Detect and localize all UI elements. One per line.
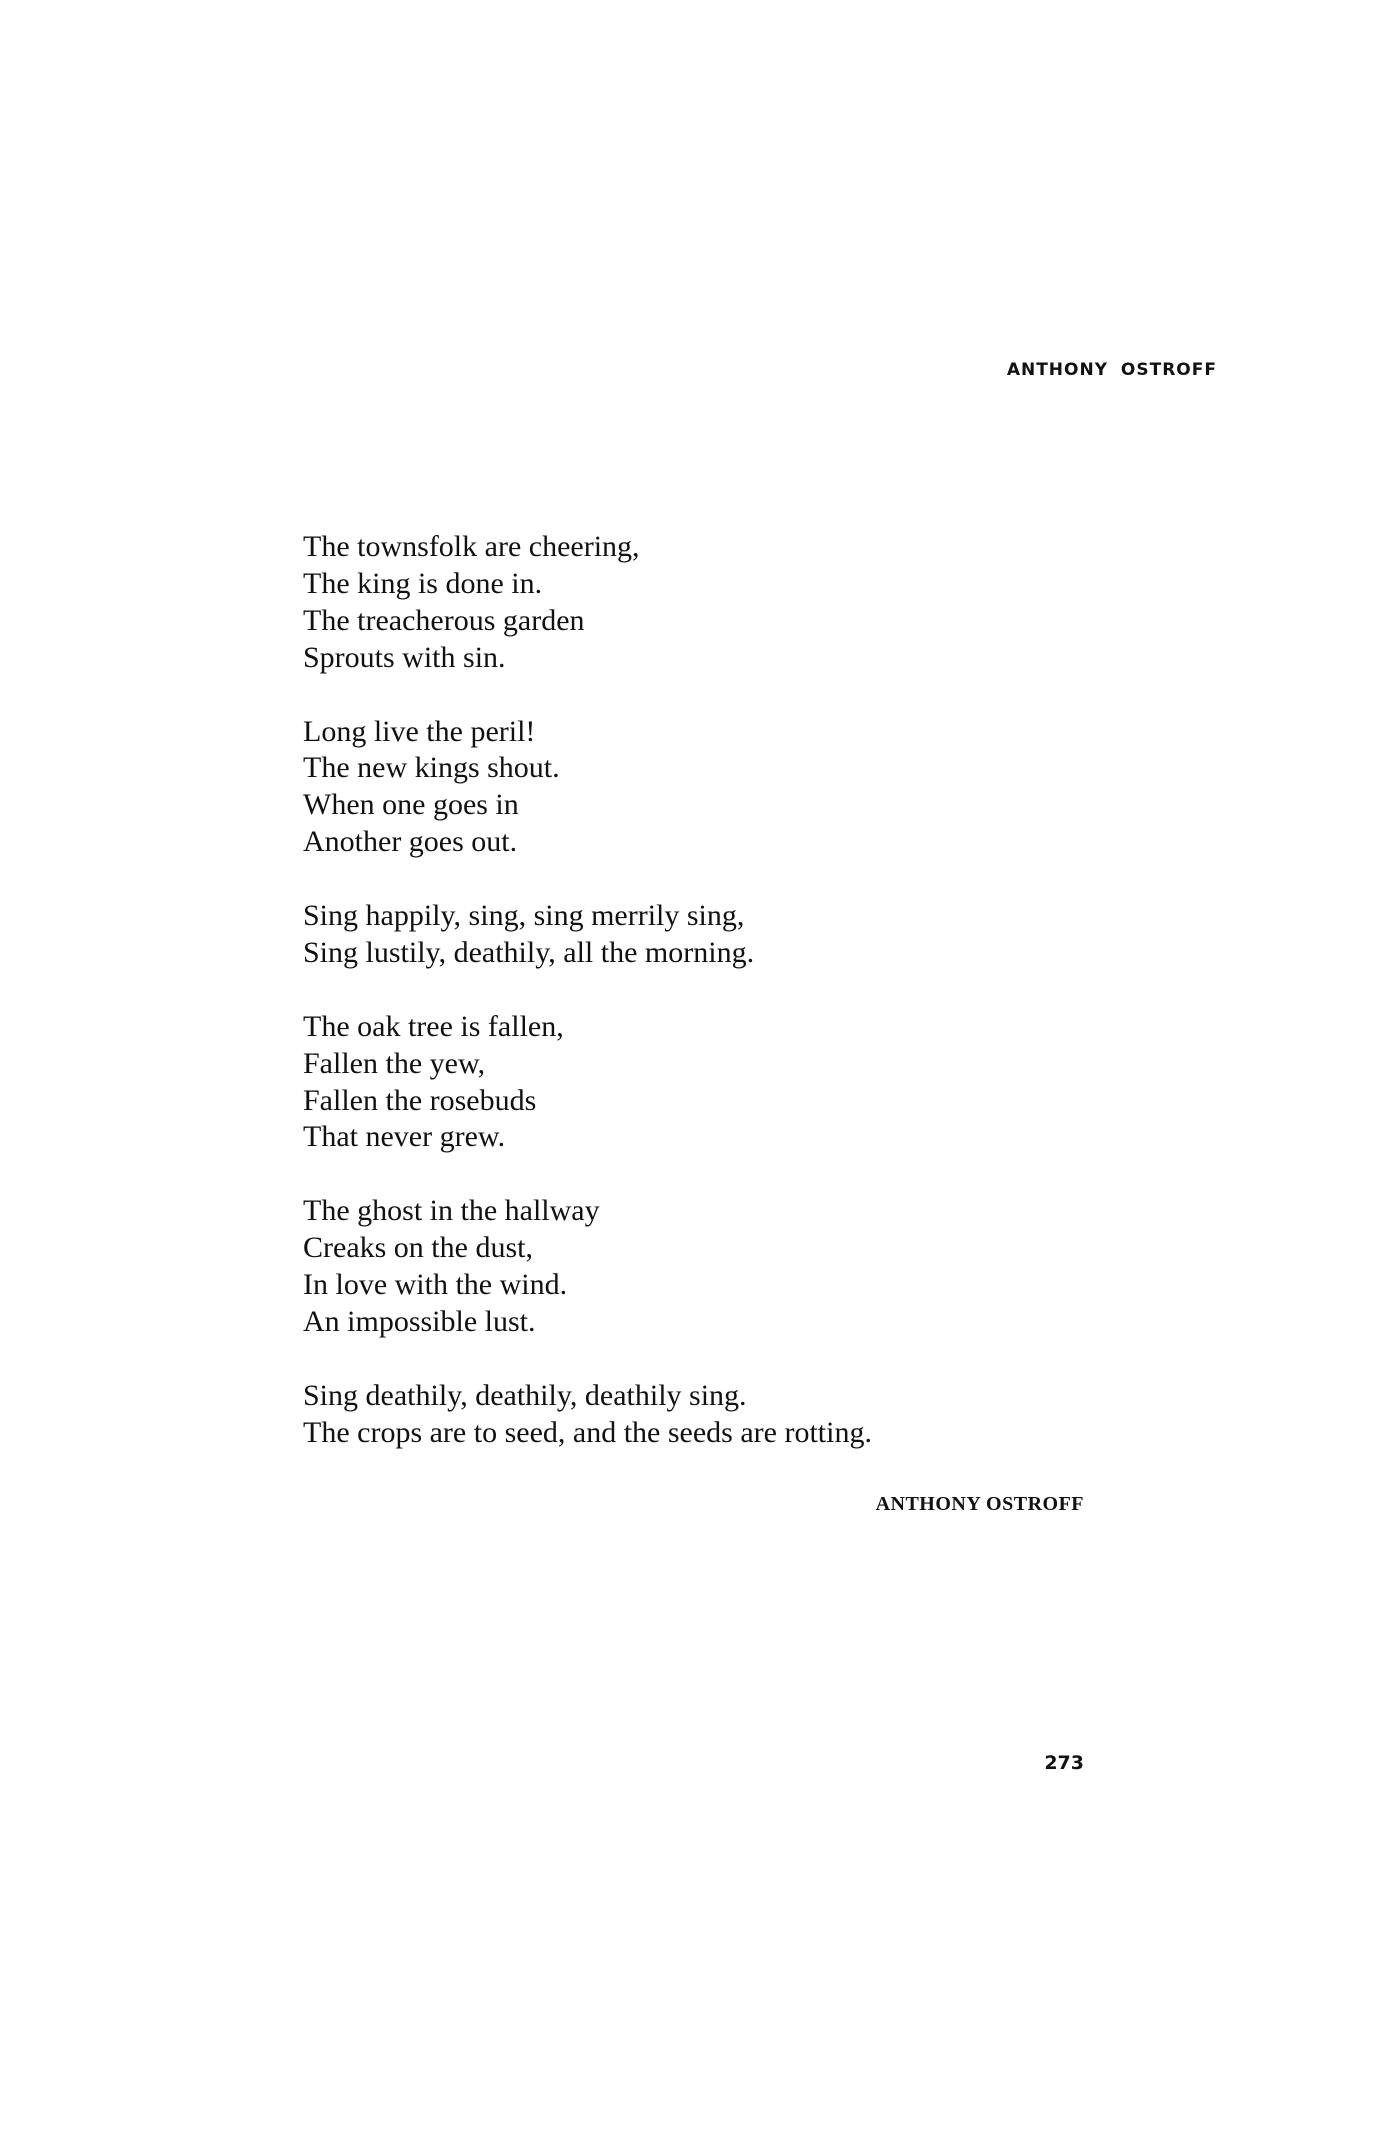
stanza <box>303 1378 872 1452</box>
poem-line: An impossible lust. <box>303 1304 536 1338</box>
page-number: 273 <box>1044 1752 1084 1774</box>
poem-line: The treacherous garden <box>303 603 585 637</box>
stanza <box>303 898 872 972</box>
poem-line: The ghost in the hallway <box>303 1194 600 1228</box>
poem-line: The king is done in. <box>303 566 543 600</box>
author-signature: ANTHONY OSTROFF <box>875 1493 1084 1515</box>
poem-line: Sing deathily, deathily, deathily sing. <box>303 1378 747 1412</box>
poem-line: Sing lustily, deathily, all the morning. <box>303 935 755 969</box>
poem-line: Sing happily, sing, sing merrily sing, <box>303 899 745 933</box>
running-head: ANTHONY OSTROFF <box>1006 360 1217 380</box>
poem-line: Creaks on the dust, <box>303 1231 533 1265</box>
poem-line: Long live the peril! <box>303 714 536 748</box>
poem <box>303 529 872 1488</box>
poem-line: Sprouts with sin. <box>303 640 506 674</box>
poem-line: Fallen the rosebuds <box>303 1083 537 1117</box>
poem-line: That never grew. <box>303 1120 506 1154</box>
poem-line: The crops are to seed, and the seeds are rotting. <box>303 1415 872 1449</box>
poem-line: The oak tree is fallen, <box>303 1009 564 1043</box>
poem-line: Fallen the yew, <box>303 1046 486 1080</box>
stanza <box>303 1193 872 1341</box>
poem-line: In love with the wind. <box>303 1268 568 1302</box>
poem-line: The new kings shout. <box>303 751 560 785</box>
stanza <box>303 714 872 862</box>
poem-line: When one goes in <box>303 788 519 822</box>
stanza <box>303 529 872 677</box>
poem-line: Another goes out. <box>303 825 518 859</box>
stanza <box>303 1009 872 1157</box>
poem-line: The townsfolk are cheering, <box>303 530 640 563</box>
